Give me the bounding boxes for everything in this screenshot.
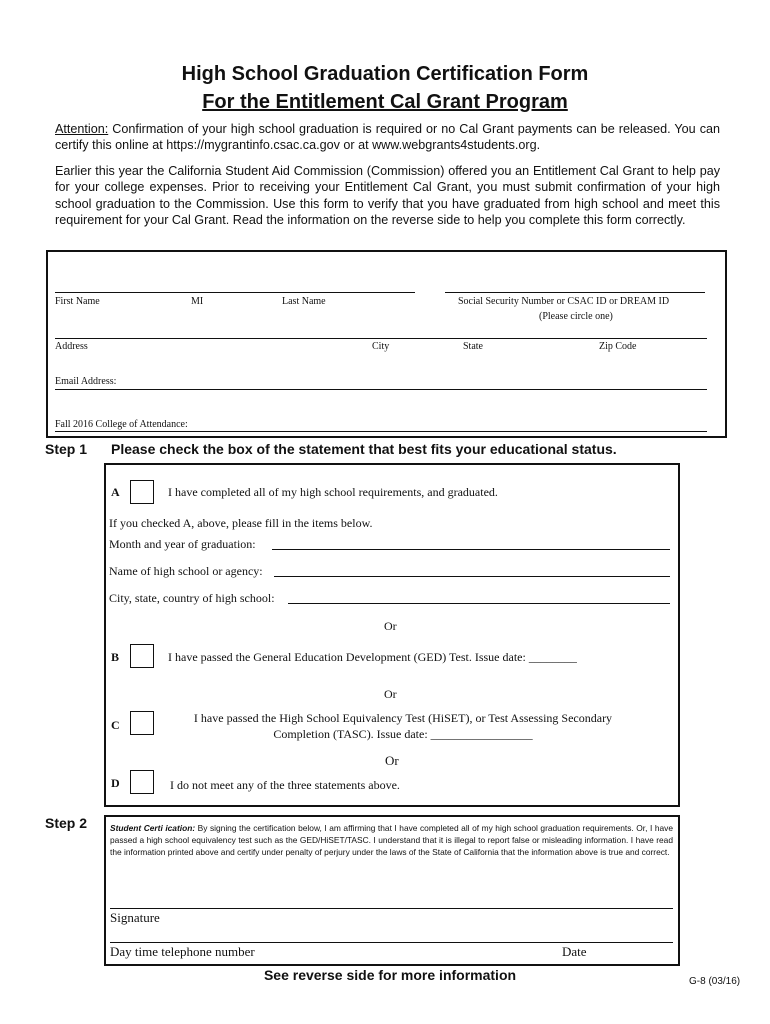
option-d-letter: D xyxy=(111,776,120,790)
reverse-side-note: See reverse side for more information xyxy=(263,967,517,983)
if-checked-text: If you checked A, above, please fill in the items below. xyxy=(109,516,373,530)
city-label: City xyxy=(372,341,390,352)
city-state-line[interactable] xyxy=(288,603,670,604)
step1-label: Step 1 xyxy=(45,441,88,457)
phone-label: Day time telephone number xyxy=(110,944,255,959)
option-c-letter: C xyxy=(111,718,120,732)
city-state-label: City, state, country of high school: xyxy=(109,591,275,605)
certification-body: By signing the certification below, I am affirming that I have completed all of my high school graduation requirements. Or, I have passed a high school equivalency test such as the GED/HiSET/TASC. I understand that it is illegal to report false or misleading information. I have read the information printed above and certify under penalty of perjury under the laws of the State of California that the information above is true and correct. xyxy=(110,823,674,858)
signature-label: Signature xyxy=(110,910,160,925)
step2-label: Step 2 xyxy=(45,815,88,831)
option-c-text-2: Completion (TASC). Issue date: _________________ xyxy=(273,727,533,741)
name-line[interactable] xyxy=(55,292,415,293)
option-a-letter: A xyxy=(111,485,120,499)
college-label: Fall 2016 College of Attendance: xyxy=(55,419,188,430)
form-title: High School Graduation Certification Form xyxy=(181,63,589,85)
or-separator: Or xyxy=(384,619,397,633)
attention-text: Confirmation of your high school graduation is required or no Cal Grant payments can be released. You can certify this online at https://mygrantinfo.csac.ca.gov or at www.webgrants4students.org. xyxy=(55,122,720,153)
month-year-line[interactable] xyxy=(272,549,670,550)
intro-paragraph: Earlier this year the California Student Aid Commission (Commission) offered you an Entitlement Cal Grant to help pay for your college expenses. Prior to receiving your Entitlement Cal Grant, you must submit confirmation of your high school graduation to the Commission. Use this form to verify that you have graduated from high school and meet this requirement for your Cal Grant. Read the information on the reverse side to help you complete this form correctly. xyxy=(55,164,720,228)
phone-line[interactable] xyxy=(110,942,673,943)
signature-line[interactable] xyxy=(110,908,673,909)
attention-paragraph xyxy=(55,121,720,154)
option-b-text: I have passed the General Education Development (GED) Test. Issue date: ________ xyxy=(168,650,577,664)
option-c-text-1: I have passed the High School Equivalency Test (HiSET), or Test Assessing Secondary xyxy=(193,711,613,725)
first-name-label: First Name xyxy=(55,296,100,307)
option-c-checkbox[interactable] xyxy=(130,711,154,735)
student-info-box xyxy=(46,250,727,438)
email-line[interactable] xyxy=(55,389,707,390)
school-name-label: Name of high school or agency: xyxy=(109,564,263,578)
ssn-note: (Please circle one) xyxy=(539,311,613,322)
step1-box xyxy=(104,463,680,807)
option-d-text: I do not meet any of the three statements above. xyxy=(170,778,400,792)
or-separator: Or xyxy=(385,753,399,768)
option-a-text: I have completed all of my high school requirements, and graduated. xyxy=(168,485,498,499)
mi-label: MI xyxy=(191,296,204,307)
certification-text xyxy=(110,822,673,859)
address-line[interactable] xyxy=(55,338,707,339)
option-b-checkbox[interactable] xyxy=(130,644,154,668)
option-d-checkbox[interactable] xyxy=(130,770,154,794)
certification-label: Student Certi ication: xyxy=(110,823,196,833)
address-label: Address xyxy=(55,341,88,352)
form-code: G-8 (03/16) xyxy=(689,976,741,987)
ssn-line[interactable] xyxy=(445,292,705,293)
last-name-label: Last Name xyxy=(282,296,326,307)
option-a-checkbox[interactable] xyxy=(130,480,154,504)
or-separator: Or xyxy=(384,687,397,701)
school-name-line[interactable] xyxy=(274,576,670,577)
month-year-label: Month and year of graduation: xyxy=(109,537,256,551)
college-line[interactable] xyxy=(55,431,707,432)
step1-heading: Please check the box of the statement that best fits your educational status. xyxy=(111,441,617,457)
step2-box xyxy=(104,815,680,966)
option-b-letter: B xyxy=(111,650,120,664)
ssn-label: Social Security Number or CSAC ID or DREAM ID xyxy=(458,296,670,307)
state-label: State xyxy=(463,341,483,352)
zip-label: Zip Code xyxy=(599,341,637,352)
date-label: Date xyxy=(562,944,587,959)
email-label: Email Address: xyxy=(55,376,117,387)
attention-label: Attention: xyxy=(55,122,109,136)
form-subtitle: For the Entitlement Cal Grant Program xyxy=(202,91,568,113)
